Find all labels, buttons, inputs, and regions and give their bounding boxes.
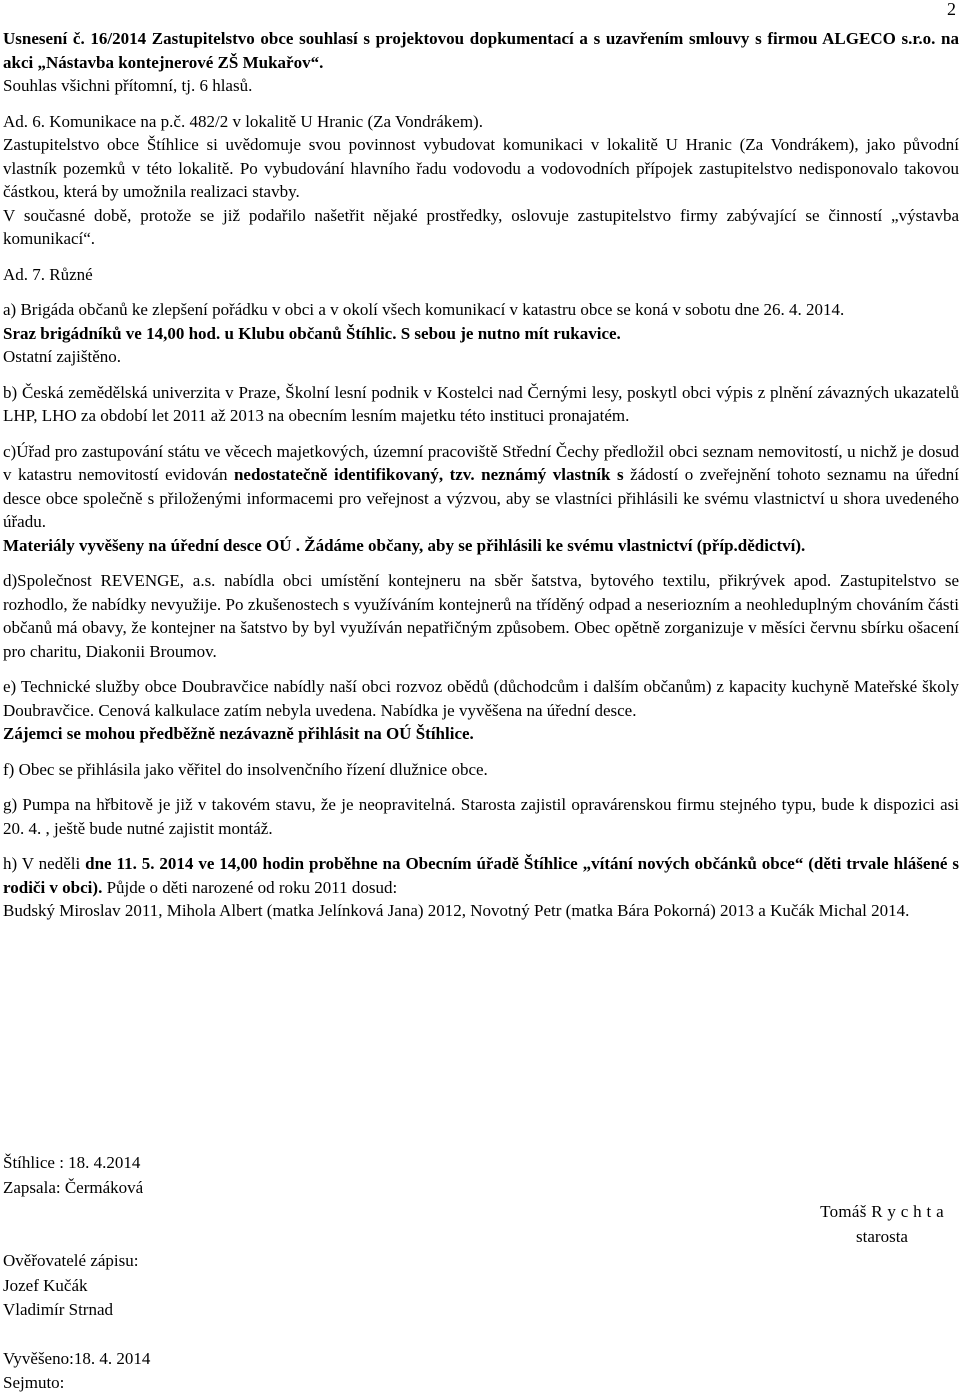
place-date: Štíhlice : 18. 4.2014 [3,1153,141,1172]
item-a-end: Ostatní zajištěno. [3,347,122,366]
item-a-text: a) Brigáda občanů ke zlepšení pořádku v obci a v okolí všech komunikací v katastru obce se koná v sobotu dne 26. 4. 2014. [3,300,845,319]
document-body [3,27,959,923]
item-h-pre: h) V neděli [3,854,86,873]
footer [3,1151,150,1396]
ad6-text1: Zastupitelstvo obce Štíhlice si uvědomuje svou povinnost vybudovat komunikaci v lokalitě U Hranic (Za Vondrákem), jako původní vlastník pozemků v této lokalitě. [3,135,959,178]
item-g: g) Pumpa na hřbitově je již v takovém stavu, že je neopravitelná. Starosta zajistil opravárenskou firmu stejného typu, bude k dispozici asi 20. 4. , ještě bude nutné zajistit montáž. [3,795,959,838]
item-a-bold [3,322,959,346]
resolution-16-text: Usnesení č. 16/2014 Zastupitelstvo obce souhlasí s projektovou dopkumentací a s uzavřením smlouvy s firmou ALGECO s.r.o. na akci „Nástavba kontejnerové ZŠ Mukařov“. [3,29,959,72]
ad7-heading: Ad. 7. Různé [3,264,93,284]
item-e: e) Technické služby obce Doubravčice nabídly naší obci rozvoz obědů (důchodcům i dalším občanům) z kapacity kuchyně Mateřské školy Doubravčice. Cenová kalkulace zatím nebyla uvedena. Nabídka je vyvěšena na úřední desce. [3,677,959,720]
verifiers-label: Ověřovatelé zápisu: [3,1251,139,1270]
signature-block [806,1199,958,1249]
item-d: d)Společnost REVENGE, a.s. nabídla obci umístění kontejneru na sběr šatstva, bytového textilu, přikrývek apod. Zastupitelstvo se rozhodlo, že nabídky nevyužije. Po zkušenostech s využíváním kontejnerů na tříděný odpad a neseriozním a neohleduplným chováním části občanů má obavy, že kontejner na šatstvo by byl využíván nepatřičným způsobem. Obec opětně zorganizuje v měsíci červnu sbírku ošacení pro charitu, Diakonii Broumov. [3,571,959,661]
posted-date: Vyvěšeno:18. 4. 2014 [3,1348,151,1368]
ad6-paragraph-2: V současné době, protože se již podařilo našetřit nějaké prostředky, oslovuje zastupitelstvo firmy zabývající se činností „výstavba komunikací“. [3,205,959,248]
item-h [3,852,959,899]
item-h-list: Budský Miroslav 2011, Mihola Albert (matka Jelínková Jana) 2012, Novotný Petr (matka Bára Pokorná) 2013 a Kučák Michal 2014. [3,901,910,920]
mayor-role: starosta [856,1227,908,1246]
item-c-bold1: nedostatečně identifikovaný, tzv. neznámý vlastník s [233,465,624,484]
item-c [3,440,959,534]
page-number: 2 [947,0,956,19]
mayor-name: Tomáš R y c h t a [820,1202,944,1221]
item-c-bold2: Materiály vyvěšeny na úřední desce OÚ . Žádáme občany, aby se přihlásili ke svému vlastnictví (příp.dědictví). [3,535,806,555]
item-h-post: Půjde o děti narozené od roku 2011 dosud: [102,877,398,897]
item-c-text2: žádostí o zveřejnění tohoto seznamu na úřední desce obce společně s přiloženými informacemi pro veřejnost a výzvou, aby se vlastníci přihlásili ke svému vlastnictví u shora uvedeného úřadu. [3,465,959,531]
ad6-heading: Ad. 6. Komunikace na p.č. 482/2 v lokalitě U Hranic (Za Vondrákem). [3,111,483,131]
verifier-1: Jozef Kučák [3,1275,88,1295]
ad6-paragraph [3,133,959,204]
resolution-16-vote: Souhlas všichni přítomní, tj. 6 hlasů. [3,76,253,95]
recorder: Zapsala: Čermáková [3,1177,144,1197]
removed-date: Sejmuto: [3,1373,65,1392]
item-b: b) Česká zemědělská univerzita v Praze, Školní lesní podnik v Kostelci nad Černými lesy, poskytl obci výpis z plnění závazných ukazatelů LHP, LHO za období let 2011 až 2013 na obecním lesním majetku této instituci pronajatém. [3,382,959,425]
item-c-text1: c)Úřad pro zastupování státu ve věcech majetkových, územní pracoviště Střední Čechy předložil obci seznam nemovitostí, u nichž je dosud v katastru nemovitostí evidován [3,441,959,484]
ad6-text2: Po vybudování hlavního řadu vodovodu a vodovodních přípojek zastupitelstvo nedisponovalo takovou částkou, která by umožnila realizaci stavby. [3,158,959,201]
item-e-bold-text: Zájemci se mohou předběžně nezávazně přihlásit na OÚ Štíhlice. [3,724,474,743]
item-h-bold: dne 11. 5. 2014 ve 14,00 hodin proběhne na Obecním úřadě Štíhlice „vítání nových občánků obce“ (děti trvale hlášené s rodiči v obci). [3,854,959,897]
item-f: f) Obec se přihlásila jako věřitel do insolvenčního řízení dlužnice obce. [3,759,488,779]
item-c-notice [3,534,959,558]
item-e-bold [3,722,959,746]
verifier-2: Vladimír Strnad [3,1300,114,1319]
item-a-bold-text: Sraz brigádníků ve 14,00 hod. u Klubu občanů Štíhlic. S sebou je nutno mít rukavice. [3,323,621,343]
resolution-16 [3,27,959,74]
